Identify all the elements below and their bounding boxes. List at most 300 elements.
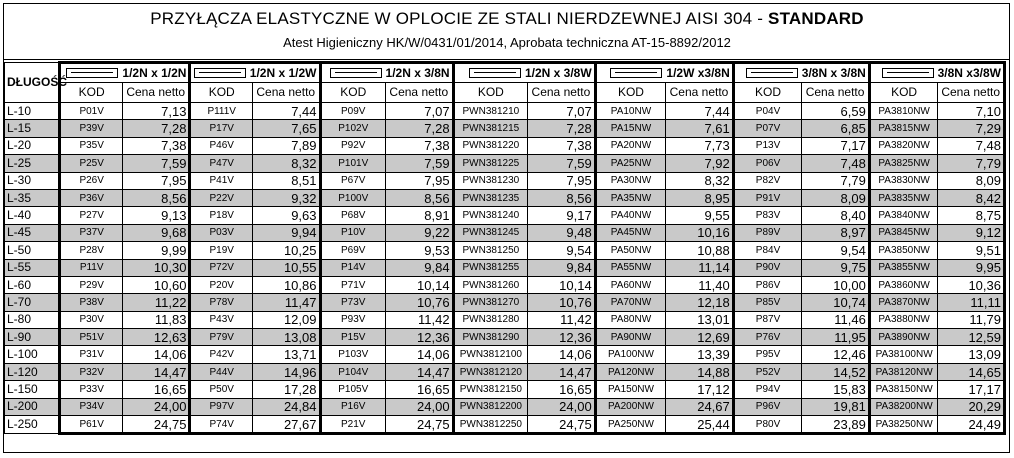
price-cell: 8,75 bbox=[938, 207, 1005, 224]
kod-cell: P43V bbox=[190, 311, 252, 328]
price-cell: 14,88 bbox=[666, 363, 734, 380]
column-header-row bbox=[5, 83, 1005, 103]
price-cell: 7,44 bbox=[666, 103, 734, 120]
kod-cell: P22V bbox=[190, 189, 252, 206]
kod-cell: P87V bbox=[733, 311, 802, 328]
price-cell: 12,18 bbox=[666, 294, 734, 311]
kod-cell: P31V bbox=[60, 346, 122, 363]
price-cell: 9,55 bbox=[666, 207, 734, 224]
price-cell: 7,73 bbox=[666, 137, 734, 154]
price-cell: 9,17 bbox=[528, 207, 596, 224]
kod-cell: PA3815NW bbox=[869, 120, 938, 137]
price-cell: 12,46 bbox=[802, 346, 870, 363]
length-cell: L-35 bbox=[5, 189, 60, 206]
price-cell: 7,95 bbox=[386, 172, 454, 189]
price-cell: 8,56 bbox=[528, 189, 596, 206]
table-row bbox=[5, 137, 1005, 154]
kod-cell: PWN381280 bbox=[453, 311, 528, 328]
hose-icon bbox=[194, 68, 246, 78]
kod-cell: PWN381245 bbox=[453, 224, 528, 241]
price-cell: 8,32 bbox=[666, 172, 734, 189]
price-cell: 24,75 bbox=[386, 416, 454, 434]
price-cell: 7,79 bbox=[802, 172, 870, 189]
price-cell: 23,89 bbox=[802, 416, 870, 434]
kod-cell: P67V bbox=[320, 172, 386, 189]
kod-cell: PA3845NW bbox=[869, 224, 938, 241]
hose-icon bbox=[746, 68, 798, 78]
price-cell: 9,75 bbox=[802, 259, 870, 276]
kod-cell: PWN381240 bbox=[453, 207, 528, 224]
title-main: PRZYŁĄCZA ELASTYCZNE W OPLOCIE ZE STALI NIERDZEWNEJ AISI 304 - bbox=[150, 9, 769, 28]
group-label: 3/8N x3/8W bbox=[937, 65, 1001, 80]
kod-cell: P20V bbox=[190, 276, 252, 293]
price-table bbox=[4, 61, 1006, 435]
price-cell: 13,01 bbox=[666, 311, 734, 328]
table-row bbox=[5, 346, 1005, 363]
table-row bbox=[5, 224, 1005, 241]
price-cell: 17,17 bbox=[938, 381, 1005, 398]
length-header: DŁUGOŚĆ bbox=[5, 63, 60, 103]
hose-icon bbox=[66, 68, 118, 78]
kod-cell: P68V bbox=[320, 207, 386, 224]
price-cell: 7,65 bbox=[252, 120, 320, 137]
price-cell: 16,65 bbox=[528, 381, 596, 398]
price-cell: 7,79 bbox=[938, 155, 1005, 172]
group-header-5 bbox=[733, 63, 869, 83]
kod-cell: PWN381255 bbox=[453, 259, 528, 276]
hose-icon bbox=[469, 68, 521, 78]
kod-cell: P74V bbox=[190, 416, 252, 434]
kod-cell: PA3880NW bbox=[869, 311, 938, 328]
price-cell: 7,38 bbox=[386, 137, 454, 154]
kod-cell: PA3840NW bbox=[869, 207, 938, 224]
kod-cell: PA3890NW bbox=[869, 329, 938, 346]
length-cell: L-40 bbox=[5, 207, 60, 224]
group-header-row bbox=[5, 63, 1005, 83]
price-cell: 13,71 bbox=[252, 346, 320, 363]
kod-column-header: KOD bbox=[733, 83, 802, 103]
price-cell: 7,59 bbox=[528, 155, 596, 172]
length-cell: L-120 bbox=[5, 363, 60, 380]
title-divider bbox=[3, 59, 1010, 60]
price-cell: 8,42 bbox=[938, 189, 1005, 206]
price-cell: 14,65 bbox=[938, 363, 1005, 380]
price-cell: 8,09 bbox=[802, 189, 870, 206]
hose-icon bbox=[330, 68, 382, 78]
kod-cell: PWN381230 bbox=[453, 172, 528, 189]
price-cell: 7,10 bbox=[938, 103, 1005, 120]
kod-cell: PA38250NW bbox=[869, 416, 938, 434]
price-cell: 14,96 bbox=[252, 363, 320, 380]
length-cell: L-100 bbox=[5, 346, 60, 363]
price-cell: 8,97 bbox=[802, 224, 870, 241]
kod-cell: P97V bbox=[190, 398, 252, 415]
kod-cell: P51V bbox=[60, 329, 122, 346]
length-cell: L-55 bbox=[5, 259, 60, 276]
kod-cell: P100V bbox=[320, 189, 386, 206]
price-cell: 20,29 bbox=[938, 398, 1005, 415]
kod-cell: PA38150NW bbox=[869, 381, 938, 398]
kod-cell: PA3850NW bbox=[869, 242, 938, 259]
price-cell: 10,55 bbox=[252, 259, 320, 276]
kod-cell: PA100NW bbox=[595, 346, 666, 363]
price-cell: 7,95 bbox=[122, 172, 190, 189]
price-cell: 10,74 bbox=[802, 294, 870, 311]
kod-cell: P01V bbox=[60, 103, 122, 120]
price-cell: 12,69 bbox=[666, 329, 734, 346]
table-row bbox=[5, 311, 1005, 328]
group-header-1 bbox=[190, 63, 320, 83]
price-cell: 10,00 bbox=[802, 276, 870, 293]
kod-cell: PWN381290 bbox=[453, 329, 528, 346]
table-row bbox=[5, 242, 1005, 259]
price-cell: 25,44 bbox=[666, 416, 734, 434]
price-cell: 19,81 bbox=[802, 398, 870, 415]
price-cell: 10,88 bbox=[666, 242, 734, 259]
kod-cell: P111V bbox=[190, 103, 252, 120]
price-cell: 11,83 bbox=[122, 311, 190, 328]
price-cell: 9,32 bbox=[252, 189, 320, 206]
price-cell: 10,30 bbox=[122, 259, 190, 276]
price-cell: 7,28 bbox=[528, 120, 596, 137]
kod-cell: P84V bbox=[733, 242, 802, 259]
price-cell: 8,09 bbox=[938, 172, 1005, 189]
kod-cell: P17V bbox=[190, 120, 252, 137]
kod-cell: PA3825NW bbox=[869, 155, 938, 172]
price-column-header: Cena netto bbox=[252, 83, 320, 103]
kod-cell: PA3820NW bbox=[869, 137, 938, 154]
price-cell: 11,47 bbox=[252, 294, 320, 311]
price-cell: 11,42 bbox=[528, 311, 596, 328]
length-cell: L-20 bbox=[5, 137, 60, 154]
kod-cell: P86V bbox=[733, 276, 802, 293]
kod-cell: PA55NW bbox=[595, 259, 666, 276]
price-cell: 11,11 bbox=[938, 294, 1005, 311]
kod-cell: PA10NW bbox=[595, 103, 666, 120]
price-cell: 24,84 bbox=[252, 398, 320, 415]
table-row bbox=[5, 103, 1005, 120]
price-cell: 7,92 bbox=[666, 155, 734, 172]
price-column-header: Cena netto bbox=[528, 83, 596, 103]
length-cell: L-25 bbox=[5, 155, 60, 172]
price-cell: 24,00 bbox=[122, 398, 190, 415]
price-column-header: Cena netto bbox=[802, 83, 870, 103]
table-row bbox=[5, 120, 1005, 137]
kod-cell: P18V bbox=[190, 207, 252, 224]
kod-cell: P36V bbox=[60, 189, 122, 206]
table-row bbox=[5, 207, 1005, 224]
kod-cell: P104V bbox=[320, 363, 386, 380]
kod-cell: P102V bbox=[320, 120, 386, 137]
price-cell: 16,65 bbox=[386, 381, 454, 398]
price-cell: 10,76 bbox=[386, 294, 454, 311]
price-cell: 12,63 bbox=[122, 329, 190, 346]
kod-cell: P78V bbox=[190, 294, 252, 311]
price-cell: 9,54 bbox=[528, 242, 596, 259]
price-cell: 9,63 bbox=[252, 207, 320, 224]
kod-cell: P30V bbox=[60, 311, 122, 328]
group-header-4 bbox=[595, 63, 733, 83]
kod-cell: P03V bbox=[190, 224, 252, 241]
price-cell: 13,39 bbox=[666, 346, 734, 363]
price-cell: 10,16 bbox=[666, 224, 734, 241]
kod-cell: P71V bbox=[320, 276, 386, 293]
length-cell: L-90 bbox=[5, 329, 60, 346]
kod-cell: P27V bbox=[60, 207, 122, 224]
table-row bbox=[5, 294, 1005, 311]
kod-cell: P82V bbox=[733, 172, 802, 189]
price-cell: 8,91 bbox=[386, 207, 454, 224]
price-cell: 9,48 bbox=[528, 224, 596, 241]
price-cell: 10,25 bbox=[252, 242, 320, 259]
kod-cell: PA90NW bbox=[595, 329, 666, 346]
price-cell: 12,59 bbox=[938, 329, 1005, 346]
page-title bbox=[0, 9, 1014, 29]
price-cell: 8,56 bbox=[386, 189, 454, 206]
price-cell: 15,83 bbox=[802, 381, 870, 398]
kod-cell: PWN3812250 bbox=[453, 416, 528, 434]
kod-cell: P90V bbox=[733, 259, 802, 276]
kod-cell: PA35NW bbox=[595, 189, 666, 206]
group-label: 1/2N x 3/8N bbox=[385, 65, 450, 80]
kod-cell: PA40NW bbox=[595, 207, 666, 224]
kod-column-header: KOD bbox=[60, 83, 122, 103]
kod-cell: PA15NW bbox=[595, 120, 666, 137]
price-cell: 7,59 bbox=[122, 155, 190, 172]
kod-cell: PWN381220 bbox=[453, 137, 528, 154]
kod-cell: PWN381250 bbox=[453, 242, 528, 259]
kod-cell: P35V bbox=[60, 137, 122, 154]
kod-cell: P103V bbox=[320, 346, 386, 363]
kod-cell: P44V bbox=[190, 363, 252, 380]
price-cell: 9,54 bbox=[802, 242, 870, 259]
price-cell: 16,65 bbox=[122, 381, 190, 398]
price-cell: 24,75 bbox=[528, 416, 596, 434]
kod-cell: P04V bbox=[733, 103, 802, 120]
kod-column-header: KOD bbox=[595, 83, 666, 103]
kod-cell: PA3870NW bbox=[869, 294, 938, 311]
price-cell: 14,06 bbox=[528, 346, 596, 363]
price-cell: 11,79 bbox=[938, 311, 1005, 328]
kod-cell: P95V bbox=[733, 346, 802, 363]
price-cell: 7,48 bbox=[938, 137, 1005, 154]
price-cell: 24,00 bbox=[386, 398, 454, 415]
length-cell: L-30 bbox=[5, 172, 60, 189]
hose-icon bbox=[882, 68, 934, 78]
price-cell: 7,48 bbox=[802, 155, 870, 172]
length-cell: L-50 bbox=[5, 242, 60, 259]
kod-cell: P37V bbox=[60, 224, 122, 241]
kod-cell: PA3855NW bbox=[869, 259, 938, 276]
kod-cell: PA60NW bbox=[595, 276, 666, 293]
kod-cell: PA3830NW bbox=[869, 172, 938, 189]
group-label: 1/2W x3/8N bbox=[666, 65, 730, 80]
price-cell: 24,67 bbox=[666, 398, 734, 415]
table-row bbox=[5, 329, 1005, 346]
price-cell: 7,89 bbox=[252, 137, 320, 154]
kod-cell: P91V bbox=[733, 189, 802, 206]
price-cell: 7,28 bbox=[386, 120, 454, 137]
price-cell: 17,12 bbox=[666, 381, 734, 398]
price-cell: 7,07 bbox=[386, 103, 454, 120]
kod-cell: P101V bbox=[320, 155, 386, 172]
group-header-2 bbox=[320, 63, 453, 83]
kod-cell: P83V bbox=[733, 207, 802, 224]
price-cell: 6,59 bbox=[802, 103, 870, 120]
kod-column-header: KOD bbox=[320, 83, 386, 103]
kod-cell: PA45NW bbox=[595, 224, 666, 241]
length-cell: L-45 bbox=[5, 224, 60, 241]
price-cell: 10,86 bbox=[252, 276, 320, 293]
group-label: 1/2N x 1/2N bbox=[122, 65, 187, 80]
price-cell: 7,95 bbox=[528, 172, 596, 189]
kod-cell: P32V bbox=[60, 363, 122, 380]
group-header-3 bbox=[453, 63, 595, 83]
kod-cell: P52V bbox=[733, 363, 802, 380]
kod-cell: P16V bbox=[320, 398, 386, 415]
kod-cell: PA120NW bbox=[595, 363, 666, 380]
price-cell: 14,47 bbox=[122, 363, 190, 380]
price-cell: 27,67 bbox=[252, 416, 320, 434]
kod-cell: P47V bbox=[190, 155, 252, 172]
price-column-header: Cena netto bbox=[122, 83, 190, 103]
price-cell: 9,51 bbox=[938, 242, 1005, 259]
price-cell: 11,40 bbox=[666, 276, 734, 293]
kod-column-header: KOD bbox=[869, 83, 938, 103]
price-cell: 17,28 bbox=[252, 381, 320, 398]
kod-cell: P14V bbox=[320, 259, 386, 276]
price-cell: 14,47 bbox=[386, 363, 454, 380]
kod-cell: P96V bbox=[733, 398, 802, 415]
price-cell: 7,59 bbox=[386, 155, 454, 172]
kod-cell: PA38100NW bbox=[869, 346, 938, 363]
price-cell: 9,95 bbox=[938, 259, 1005, 276]
price-cell: 7,38 bbox=[528, 137, 596, 154]
table-row bbox=[5, 189, 1005, 206]
price-cell: 9,84 bbox=[528, 259, 596, 276]
kod-cell: PA200NW bbox=[595, 398, 666, 415]
kod-cell: PWN3812200 bbox=[453, 398, 528, 415]
kod-cell: PA150NW bbox=[595, 381, 666, 398]
price-cell: 10,36 bbox=[938, 276, 1005, 293]
kod-cell: P07V bbox=[733, 120, 802, 137]
kod-column-header: KOD bbox=[190, 83, 252, 103]
price-cell: 7,44 bbox=[252, 103, 320, 120]
kod-cell: P93V bbox=[320, 311, 386, 328]
kod-cell: P29V bbox=[60, 276, 122, 293]
kod-cell: PWN3812120 bbox=[453, 363, 528, 380]
price-cell: 13,08 bbox=[252, 329, 320, 346]
length-cell: L-60 bbox=[5, 276, 60, 293]
length-cell: L-150 bbox=[5, 381, 60, 398]
kod-cell: PA3835NW bbox=[869, 189, 938, 206]
kod-cell: P38V bbox=[60, 294, 122, 311]
kod-column-header: KOD bbox=[453, 83, 528, 103]
kod-cell: P79V bbox=[190, 329, 252, 346]
kod-cell: P11V bbox=[60, 259, 122, 276]
kod-cell: P92V bbox=[320, 137, 386, 154]
kod-cell: P13V bbox=[733, 137, 802, 154]
kod-cell: P34V bbox=[60, 398, 122, 415]
kod-cell: P94V bbox=[733, 381, 802, 398]
kod-cell: PA38200NW bbox=[869, 398, 938, 415]
price-column-header: Cena netto bbox=[938, 83, 1005, 103]
price-cell: 9,68 bbox=[122, 224, 190, 241]
kod-cell: P09V bbox=[320, 103, 386, 120]
price-cell: 8,95 bbox=[666, 189, 734, 206]
kod-cell: PWN381215 bbox=[453, 120, 528, 137]
price-cell: 7,17 bbox=[802, 137, 870, 154]
price-cell: 7,07 bbox=[528, 103, 596, 120]
kod-cell: PWN381270 bbox=[453, 294, 528, 311]
price-cell: 9,22 bbox=[386, 224, 454, 241]
kod-cell: P19V bbox=[190, 242, 252, 259]
kod-cell: PWN381235 bbox=[453, 189, 528, 206]
price-cell: 14,52 bbox=[802, 363, 870, 380]
kod-cell: PWN381260 bbox=[453, 276, 528, 293]
kod-cell: P89V bbox=[733, 224, 802, 241]
price-column-header: Cena netto bbox=[666, 83, 734, 103]
kod-cell: P105V bbox=[320, 381, 386, 398]
table-row bbox=[5, 398, 1005, 415]
kod-cell: PA38120NW bbox=[869, 363, 938, 380]
kod-cell: P80V bbox=[733, 416, 802, 434]
price-cell: 7,13 bbox=[122, 103, 190, 120]
price-cell: 11,14 bbox=[666, 259, 734, 276]
price-cell: 9,94 bbox=[252, 224, 320, 241]
price-cell: 8,51 bbox=[252, 172, 320, 189]
kod-cell: P69V bbox=[320, 242, 386, 259]
kod-cell: PA80NW bbox=[595, 311, 666, 328]
group-label: 1/2N x 3/8W bbox=[524, 65, 592, 80]
kod-cell: PA3810NW bbox=[869, 103, 938, 120]
kod-cell: PA25NW bbox=[595, 155, 666, 172]
price-cell: 11,42 bbox=[386, 311, 454, 328]
title-bold: STANDARD bbox=[768, 9, 864, 28]
price-cell: 11,95 bbox=[802, 329, 870, 346]
kod-cell: P46V bbox=[190, 137, 252, 154]
table-row bbox=[5, 172, 1005, 189]
price-cell: 8,56 bbox=[122, 189, 190, 206]
price-cell: 9,12 bbox=[938, 224, 1005, 241]
price-cell: 10,14 bbox=[386, 276, 454, 293]
group-label: 1/2N x 1/2W bbox=[249, 65, 317, 80]
price-cell: 7,28 bbox=[122, 120, 190, 137]
hose-icon bbox=[610, 68, 662, 78]
kod-cell: P28V bbox=[60, 242, 122, 259]
table-row bbox=[5, 259, 1005, 276]
kod-cell: PA20NW bbox=[595, 137, 666, 154]
group-label: 3/8N x 3/8N bbox=[801, 65, 866, 80]
table-row bbox=[5, 363, 1005, 380]
kod-cell: P41V bbox=[190, 172, 252, 189]
price-cell: 7,38 bbox=[122, 137, 190, 154]
price-cell: 24,00 bbox=[528, 398, 596, 415]
price-cell: 9,84 bbox=[386, 259, 454, 276]
kod-cell: P61V bbox=[60, 416, 122, 434]
group-header-6 bbox=[869, 63, 1004, 83]
price-table-body bbox=[5, 103, 1005, 434]
price-cell: 9,13 bbox=[122, 207, 190, 224]
kod-cell: P73V bbox=[320, 294, 386, 311]
kod-cell: P50V bbox=[190, 381, 252, 398]
price-cell: 12,09 bbox=[252, 311, 320, 328]
kod-cell: PWN381225 bbox=[453, 155, 528, 172]
length-cell: L-250 bbox=[5, 416, 60, 434]
kod-cell: PWN3812100 bbox=[453, 346, 528, 363]
price-column-header: Cena netto bbox=[386, 83, 454, 103]
price-cell: 24,49 bbox=[938, 416, 1005, 434]
